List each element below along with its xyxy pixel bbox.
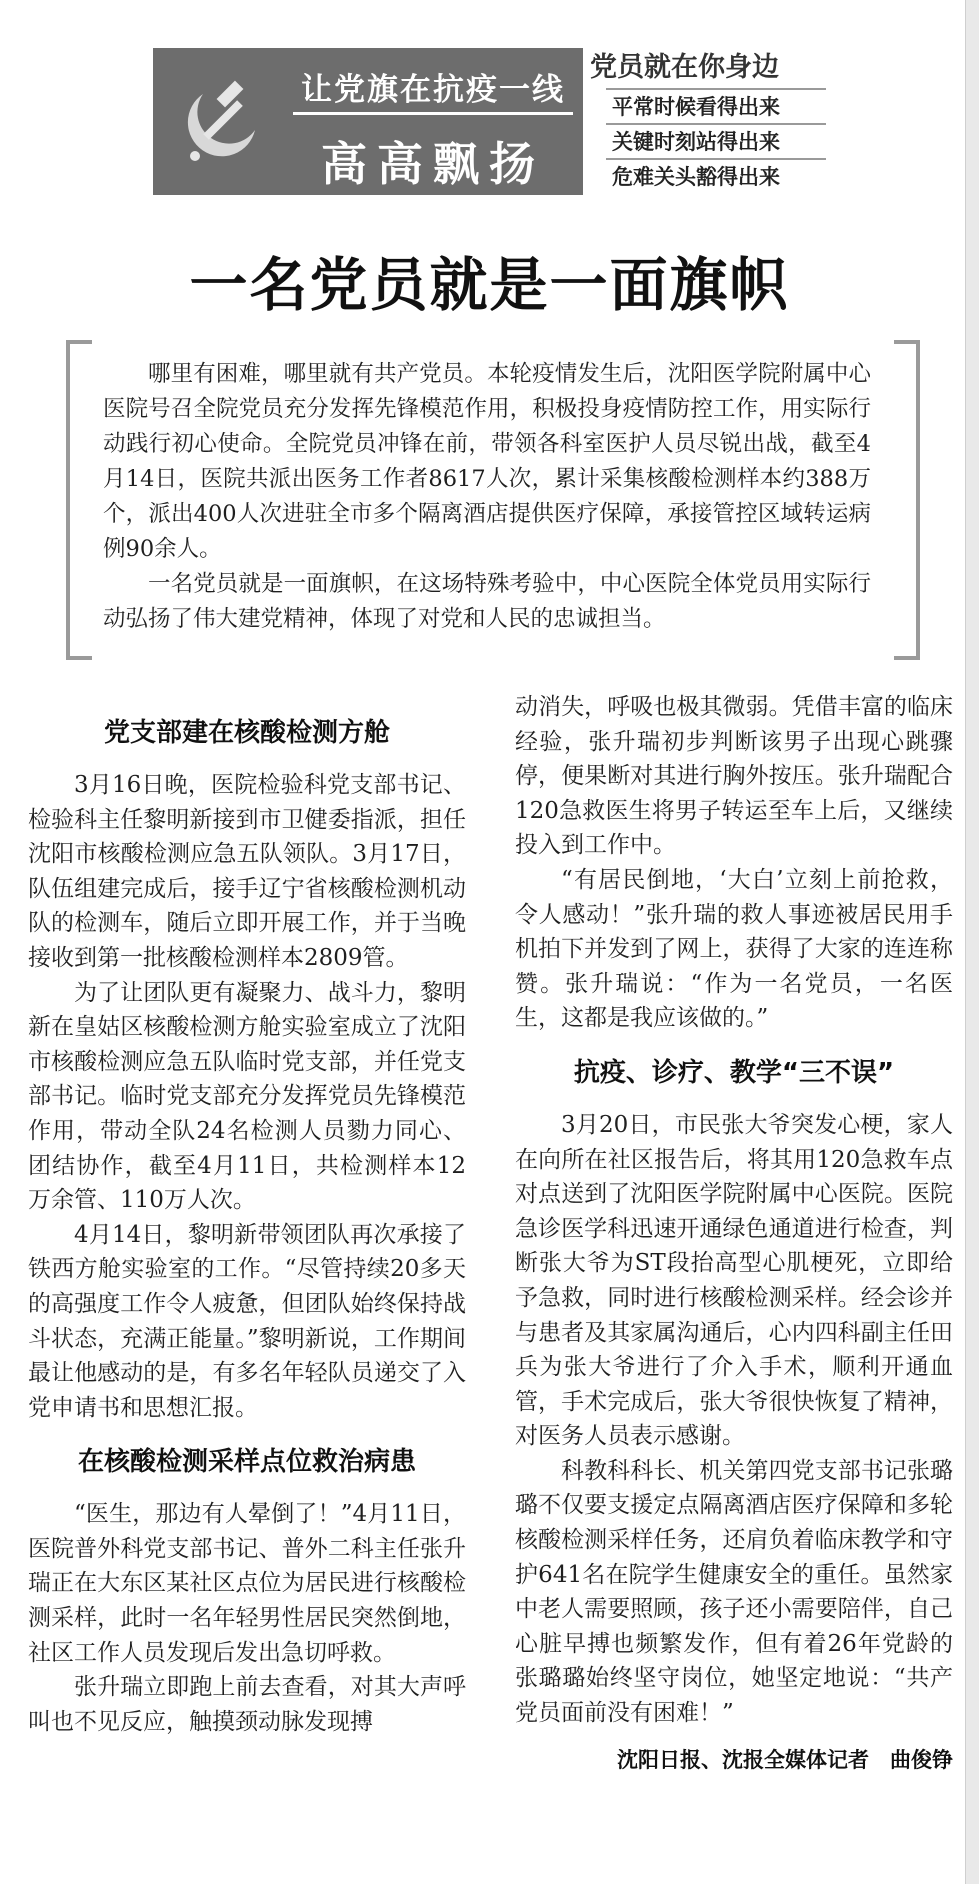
banner-line2: 高高飘扬 (321, 137, 545, 191)
page-edge (965, 0, 979, 1884)
intro-bracket-right (894, 340, 920, 660)
right-column (515, 690, 953, 1777)
banner-title-block (153, 48, 583, 195)
banner-divider (293, 112, 573, 115)
left-column (28, 690, 466, 1739)
intro-paragraph: 一名党员就是一面旗帜，在这场特殊考验中，中心医院全体党员用实际行动弘扬了伟大建党精神，体现了对党和人民的忠诚担当。 (103, 571, 871, 632)
paragraph: 为了让团队更有凝聚力、战斗力，黎明新在皇姑区核酸检测方舱实验室成立了沈阳市核酸检测应急五队临时党支部，并任党支部书记。临时党支部充分发挥党员先锋模范作用，带动全队24名检测人员勠力同心、团结协作，截至4月11日，共检测样本12万余管、110万人次。 (28, 979, 466, 1214)
paragraph: 张升瑞立即跑上前去查看，对其大声呼叫也不见反应，触摸颈动脉发现搏 (28, 1674, 466, 1735)
paragraph: 3月16日晚，医院检验科党支部书记、检验科主任黎明新接到市卫健委指派，担任沈阳市核酸检测应急五队领队。3月17日，队伍组建完成后，接手辽宁省核酸检测机动队的检测车，随后立即开展工作，并于当晚接收到第一批核酸检测样本2809管。 (28, 772, 466, 971)
paragraph: 4月14日，黎明新带领团队再次承接了铁西方舱实验室的工作。“尽管持续20多天的高强度工作令人疲惫，但团队始终保持战斗状态，充满正能量。”黎明新说，工作期间最让他感动的是，有多名年轻队员递交了入党申请书和思想汇报。 (28, 1221, 466, 1421)
paragraph-continued: 动消失，呼吸也极其微弱。凭借丰富的临床经验，张升瑞初步判断该男子出现心跳骤停，便果断对其进行胸外按压。张升瑞配合120急救医生将男子转运至车上后，又继续投入到工作中。 (515, 694, 953, 859)
hammer-sickle-icon (173, 72, 273, 172)
paragraph: “有居民倒地，‘大白’立刻上前抢救，令人感动！”张升瑞的救人事迹被居民用手机拍下并发到了网上，获得了大家的连连称赞。张升瑞说：“作为一名党员，一名医生，这都是我应该做的。” (515, 866, 953, 1032)
column-banner (153, 48, 826, 195)
section-title: 党支部建在核酸检测方舱 (103, 718, 390, 748)
banner-side-item: 关键时刻站得出来 (606, 123, 826, 158)
author-byline: 沈阳日报、沈报全媒体记者 曲俊铮 (617, 1747, 953, 1772)
intro-bracket-left (66, 340, 92, 660)
paragraph: “医生，那边有人晕倒了！”4月11日，医院普外科党支部书记、普外二科主任张升瑞正在大东区某社区点位为居民进行核酸检测采样，此时一名年轻男性居民突然倒地，社区工作人员发现后发出急切呼救。 (28, 1501, 466, 1666)
intro-paragraph: 哪里有困难，哪里就有共产党员。本轮疫情发生后，沈阳医学院附属中心医院号召全院党员充分发挥先锋模范作用，积极投身疫情防控工作，用实际行动践行初心使命。全院党员冲锋在前，带领各科室医护人员尽锐出战，截至4月14日，医院共派出医务工作者8617人次，累计采集核酸检测样本约388万个，派出400人次进驻全市多个隔离酒店提供医疗保障，承接管控区域转运病例90余人。 (103, 361, 871, 562)
paragraph: 科教科科长、机关第四党支部书记张璐璐不仅要支援定点隔离酒店医疗保障和多轮核酸检测采样任务，还肩负着临床教学和守护641名在院学生健康安全的重任。虽然家中老人需要照顾，孩子还小需要陪伴，自己心脏早搏也频繁发作，但有着26年党龄的张璐璐始终坚守岗位，她坚定地说：“共产党员面前没有困难！” (515, 1457, 953, 1727)
banner-side-item: 平常时候看得出来 (606, 88, 826, 123)
section-title: 抗疫、诊疗、教学“三不误” (573, 1057, 895, 1088)
banner-side-title: 党员就在你身边 (590, 52, 779, 83)
banner-side-panel (590, 48, 826, 195)
section-title: 在核酸检测采样点位救治病患 (77, 1447, 416, 1478)
intro-box (103, 357, 871, 637)
paragraph: 3月20日，市民张大爷突发心梗，家人在向所在社区报告后，将其用120急救车点对点送到了沈阳医学院附属中心医院。医院急诊医学科迅速开通绿色通道进行检查，判断张大爷为ST段抬高型心肌梗死，立即给予急救，同时进行核酸检测采样。经会诊并与患者及其家属沟通后，心内四科副主任田兵为张大爷进行了介入手术，顺利开通血管，手术完成后，张大爷很快恢复了精神，对医务人员表示感谢。 (515, 1111, 953, 1450)
banner-line1: 让党旗在抗疫一线 (301, 72, 565, 108)
banner-side-item: 危难关头豁得出来 (606, 158, 826, 193)
page-headline: 一名党员就是一面旗帜 (189, 251, 790, 319)
